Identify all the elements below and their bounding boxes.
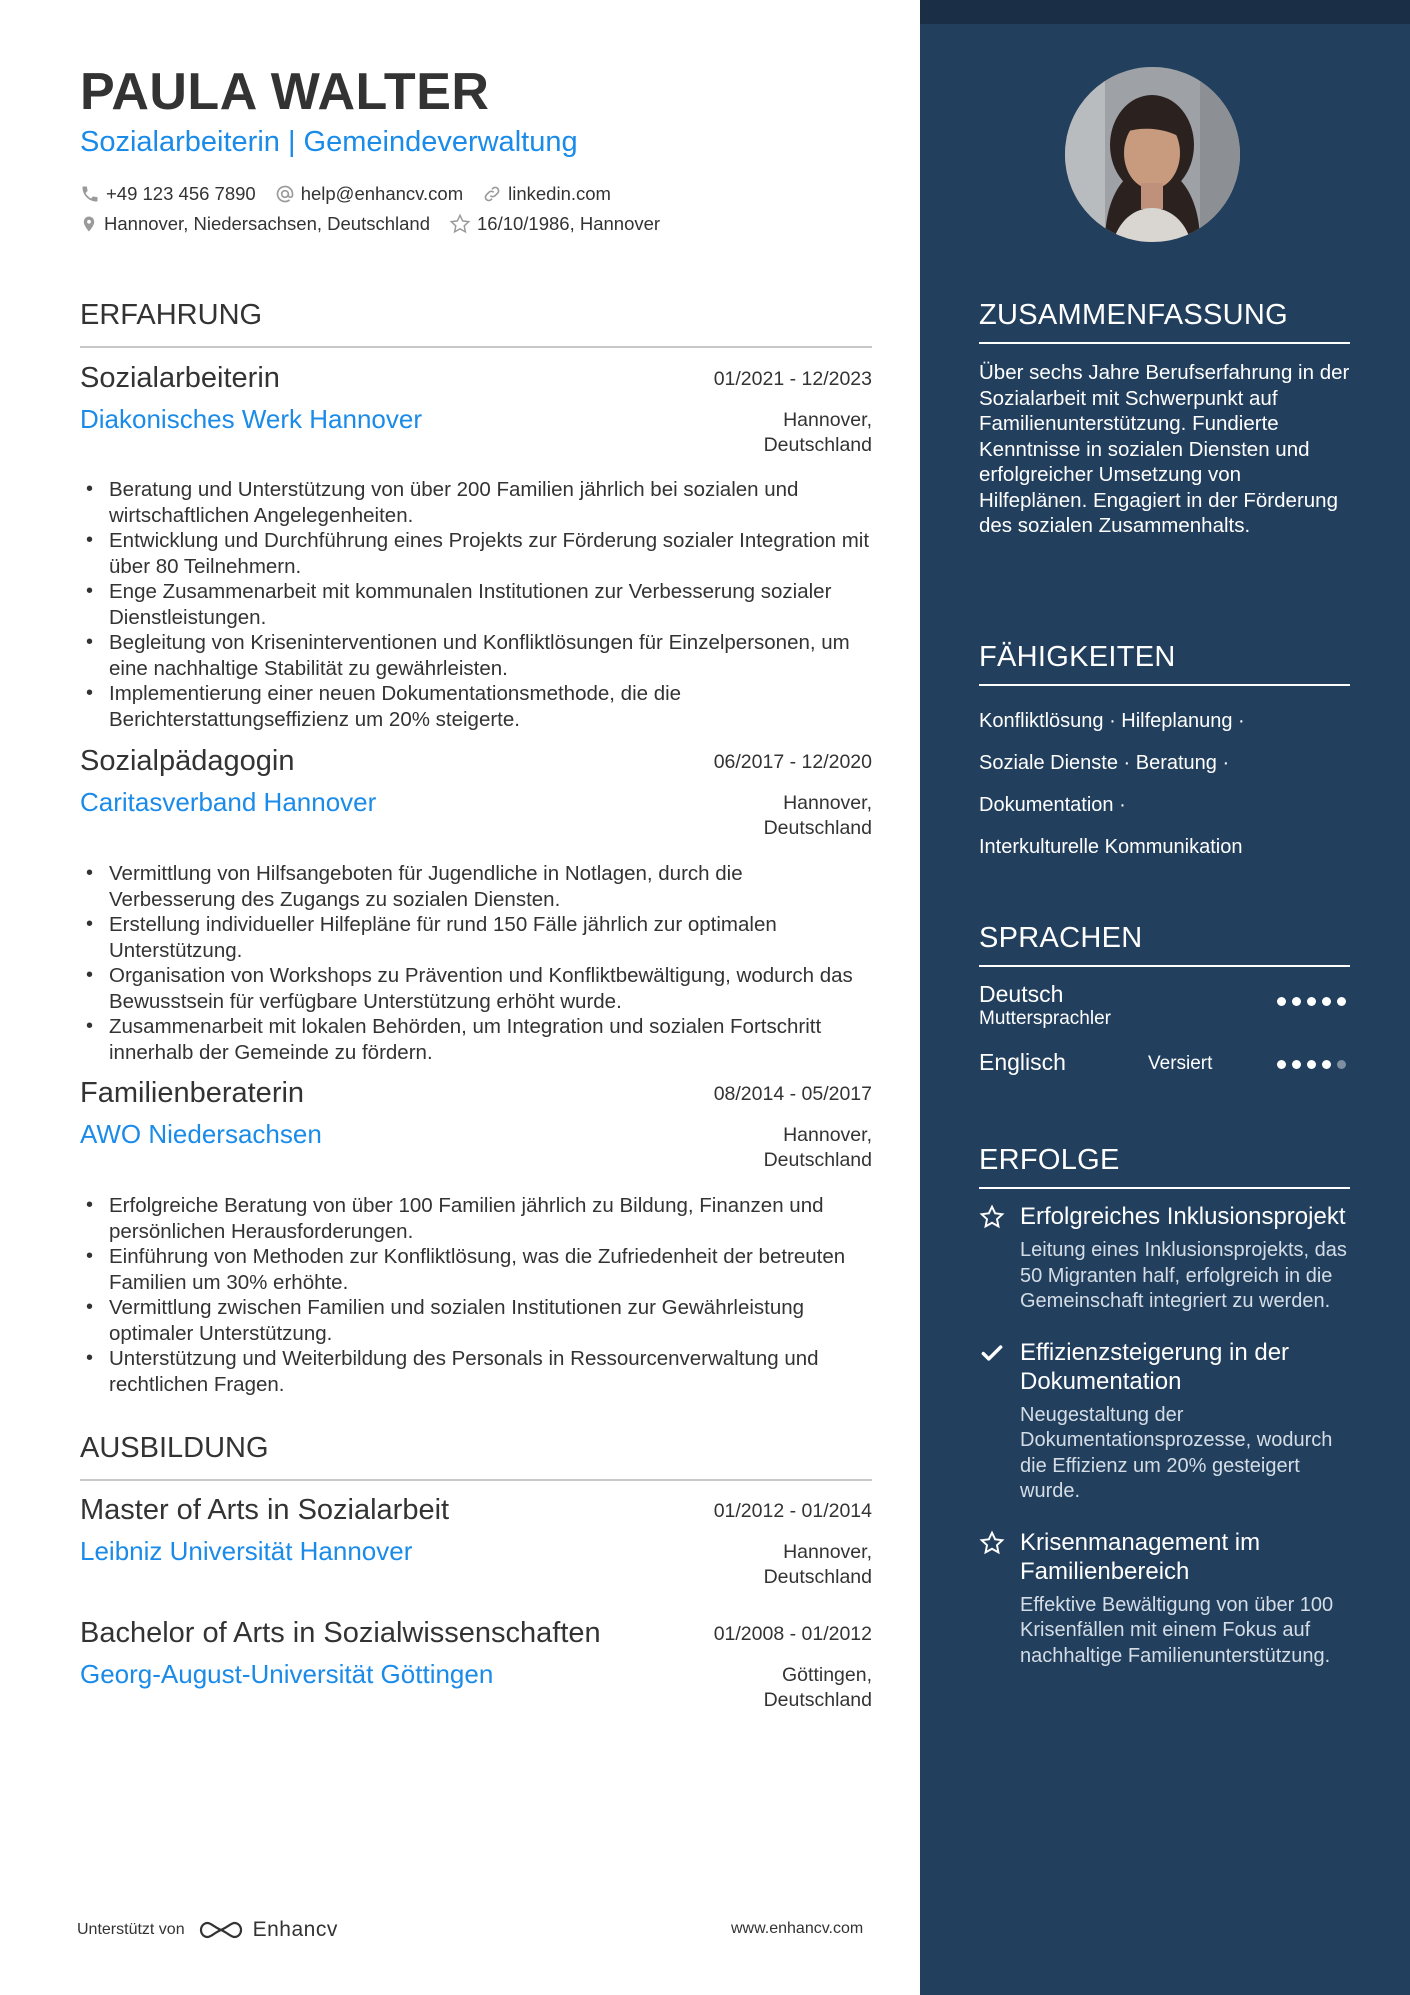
education-school: Georg-August-Universität Göttingen [80,1659,494,1689]
contact-row-1 [80,183,630,205]
job-country: Deutschland [763,434,872,456]
job-dates: 08/2014 - 05/2017 [713,1083,872,1105]
job-title: Sozialarbeiterin [80,362,280,394]
summary-text: Über sechs Jahre Berufserfahrung in der Sozialarbeit mit Schwerpunkt auf Familienunterstützung. Fundierte Kenntnisse in sozialen Diensten und erfolgreicher Umsetzung von Hilfeplänen. Engagiert in der Förderung des sozialen Zusammenhalts. [979,361,1350,537]
language-name: Deutsch [979,981,1064,1007]
education-school: Leibniz Universität Hannover [80,1536,413,1566]
education-location [764,1540,872,1590]
job-entry [80,362,872,732]
contact-birth [449,213,660,235]
skill-line: Dokumentation · [979,794,1126,816]
language-name: Englisch [979,1049,1066,1075]
skill-line: Konfliktlösung · Hilfeplanung · [979,710,1245,732]
footer-url[interactable]: www.enhancv.com [731,1920,864,1937]
languages-heading: SPRACHEN [979,922,1350,967]
bullet-item: • Zusammenarbeit mit lokalen Behörden, um Integration und sozialen Fortschritt innerhalb der Gemeinde zu fördern. [80,1014,872,1065]
bullet-item: • Implementierung einer neuen Dokumentationsmethode, die die Berichterstattungseffizienz um 20% steigerte. [80,681,872,732]
contact-linkedin[interactable] [482,183,611,205]
language-rating [1277,997,1346,1006]
rating-dot-filled [1337,997,1346,1006]
rating-dot-filled [1277,997,1286,1006]
contact-row-2 [80,213,679,235]
summary-heading: ZUSAMMENFASSUNG [979,299,1350,344]
job-company: AWO Niedersachsen [80,1119,322,1149]
job-title: Familienberaterin [80,1077,305,1109]
job-entry [80,745,872,1065]
sidebar-top-bar [920,0,1410,24]
education-country: Deutschland [763,1689,872,1711]
star-icon [979,1204,1005,1230]
bullet-item: • Beratung und Unterstützung von über 200 Familien jährlich bei sozialen und wirtschaftlichen Angelegenheiten. [80,477,872,528]
experience-heading: ERFAHRUNG [80,299,872,348]
education-entry [80,1494,872,1588]
language-rating [1277,1060,1346,1069]
bullet-item: • Erfolgreiche Beratung von über 100 Familien jährlich zu Bildung, Finanzen und persönlichen Herausforderungen. [80,1193,872,1244]
job-country: Deutschland [763,1149,872,1171]
education-entry [80,1617,872,1711]
job-city: Hannover, [783,1124,872,1146]
job-city: Hannover, [783,409,872,431]
education-dates: 01/2012 - 01/2014 [713,1500,872,1522]
contact-location [80,213,430,235]
star-icon [979,1530,1005,1556]
achievement-item [979,1202,1350,1315]
bullet-item: • Einführung von Methoden zur Konfliktlösung, was die Zufriedenheit der betreuten Familien um 30% erhöhte. [80,1244,872,1295]
achievement-title: Erfolgreiches Inklusionsprojekt [1020,1203,1346,1230]
bullet-item: • Unterstützung und Weiterbildung des Personals in Ressourcenverwaltung und rechtlichen Fragen. [80,1346,872,1397]
job-entry [80,1077,872,1397]
achievement-item [979,1338,1350,1505]
job-country: Deutschland [763,817,872,839]
rating-dot-filled [1277,1060,1286,1069]
at-icon [275,184,295,204]
skills-section [979,641,1350,868]
bullet-item: • Vermittlung von Hilfsangeboten für Jugendliche in Notlagen, durch die Verbesserung des Zugangs zu sozialen Diensten. [80,861,872,912]
brand-text: Enhancv [252,1918,338,1941]
language-item [979,981,1350,1047]
language-level: Muttersprachler [979,1008,1111,1029]
education-city: Hannover, [783,1541,872,1563]
rating-dot-filled [1322,997,1331,1006]
birth-text: 16/10/1986, Hannover [477,213,661,234]
bullet-item: • Begleitung von Kriseninterventionen und Konfliktlösungen für Einzelpersonen, um eine nachhaltige Stabilität zu gewährleisten. [80,630,872,681]
candidate-name: PAULA WALTER [80,63,490,121]
job-company: Diakonisches Werk Hannover [80,404,422,434]
enhancv-logo-icon [197,1918,245,1942]
achievement-title: Krisenmanagement im Familienbereich [1020,1528,1261,1585]
job-city: Hannover, [783,792,872,814]
bullet-item: • Erstellung individueller Hilfepläne für rund 150 Fälle jährlich zur optimalen Unterstützung. [80,912,872,963]
rating-dot-filled [1307,997,1316,1006]
summary-section [979,299,1350,539]
job-title: Sozialpädagogin [80,745,295,777]
education-city: Göttingen, [782,1664,872,1686]
email-text: help@enhancv.com [300,183,464,204]
job-location [764,1123,872,1173]
location-text: Hannover, Niedersachsen, Deutschland [104,213,430,234]
job-location [764,791,872,841]
candidate-title: Sozialarbeiterin | Gemeindeverwaltung [80,126,578,158]
rating-dot-filled [1292,1060,1301,1069]
language-level: Versiert [1148,1053,1213,1074]
phone-icon [80,184,100,204]
achievement-desc: Effektive Bewältigung von über 100 Krisenfällen mit einem Fokus auf nachhaltige Familienunterstützung. [1020,1593,1334,1667]
languages-section [979,922,1350,1115]
job-bullets [80,861,872,1065]
linkedin-text: linkedin.com [508,183,611,204]
education-heading: AUSBILDUNG [80,1432,872,1481]
education-degree: Bachelor of Arts in Sozialwissenschaften [80,1617,601,1649]
avatar [1065,67,1240,242]
job-bullets [80,1193,872,1397]
job-location [764,408,872,458]
star-outline-icon [449,213,471,235]
achievement-desc: Neugestaltung der Dokumentationsprozesse, wodurch die Effizienz um 20% gesteigert wurde. [1020,1403,1333,1502]
link-icon [482,184,502,204]
achievements-heading: ERFOLGE [979,1144,1350,1189]
phone-text: +49 123 456 7890 [106,183,256,204]
skill-line: Interkulturelle Kommunikation [979,836,1243,858]
bullet-item: • Entwicklung und Durchführung eines Projekts zur Förderung sozialer Integration mit über 80 Teilnehmern. [80,528,872,579]
education-degree: Master of Arts in Sozialarbeit [80,1494,450,1526]
achievement-title: Effizienzsteigerung in der Dokumentation [1020,1338,1290,1395]
education-country: Deutschland [763,1566,872,1588]
bullet-item: • Organisation von Workshops zu Prävention und Konfliktbewältigung, wodurch das Bewusstsein für verfügbare Unterstützung erhöht wurde. [80,963,872,1014]
job-bullets [80,477,872,732]
check-icon [979,1340,1005,1366]
powered-by-text: Unterstützt von [77,1921,185,1938]
rating-dot-empty [1337,1060,1346,1069]
rating-dot-filled [1307,1060,1316,1069]
job-company: Caritasverband Hannover [80,787,377,817]
skills-heading: FÄHIGKEITEN [979,641,1350,686]
bullet-item: • Enge Zusammenarbeit mit kommunalen Institutionen zur Verbesserung sozialer Dienstleistungen. [80,579,872,630]
rating-dot-filled [1292,997,1301,1006]
rating-dot-filled [1322,1060,1331,1069]
contact-phone [80,183,256,205]
location-pin-icon [80,213,98,235]
contact-email[interactable] [275,183,463,205]
footer [77,1918,338,1942]
achievements-section [979,1144,1350,1669]
profile-photo [1065,67,1240,242]
job-dates: 06/2017 - 12/2020 [713,751,872,773]
achievement-item [979,1528,1350,1670]
skills-list [979,700,1350,868]
education-dates: 01/2008 - 01/2012 [713,1623,872,1645]
education-location [764,1663,872,1713]
job-dates: 01/2021 - 12/2023 [713,368,872,390]
language-item [979,1049,1350,1115]
sidebar [920,0,1410,1995]
skill-line: Soziale Dienste · Beratung · [979,752,1230,774]
achievement-desc: Leitung eines Inklusionsprojekts, das 50 Migranten half, erfolgreich in die Gemeinschaft integriert zu werden. [1020,1239,1347,1312]
bullet-item: • Vermittlung zwischen Familien und sozialen Institutionen zur Gewährleistung optimaler Unterstützung. [80,1295,872,1346]
